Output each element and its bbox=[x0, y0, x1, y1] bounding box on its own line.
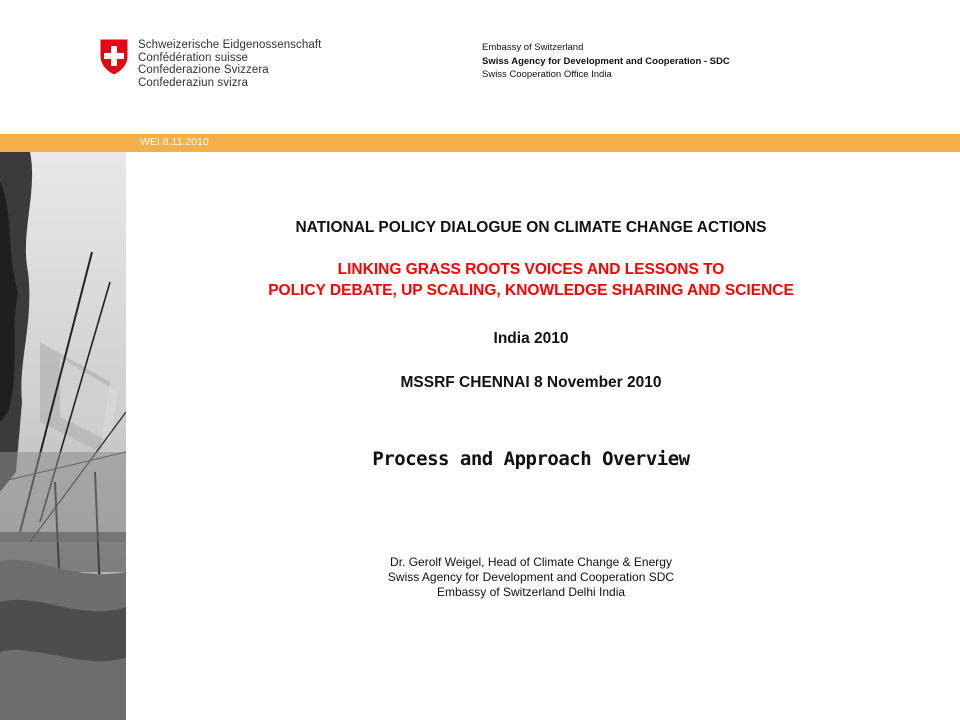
agency-line: Swiss Agency for Development and Cooperation - SDC bbox=[482, 55, 730, 67]
subtitle-line-1: LINKING GRASS ROOTS VOICES AND LESSONS TO bbox=[337, 261, 725, 278]
country-year: India 2010 bbox=[493, 330, 569, 347]
swiss-confederation-logo bbox=[98, 38, 321, 89]
presenter-agency: Swiss Agency for Development and Cooperation SDC bbox=[387, 570, 675, 584]
logo-line-romansh: Confederaziun svizra bbox=[138, 76, 249, 89]
subtitle-line-2: POLICY DEBATE, UP SCALING, KNOWLEDGE SHARING AND SCIENCE bbox=[268, 282, 794, 299]
logo-line-german: Schweizerische Eidgenossenschaft bbox=[138, 39, 322, 51]
logo-line-italian: Confederazione Svizzera bbox=[138, 64, 269, 77]
accent-bar bbox=[0, 134, 960, 152]
office-line: Swiss Cooperation Office India bbox=[482, 69, 612, 80]
embassy-block bbox=[482, 41, 730, 82]
fishing-nets-image bbox=[0, 152, 126, 720]
presenter-block bbox=[126, 555, 936, 600]
presenter-embassy: Embassy of Switzerland Delhi India bbox=[436, 585, 626, 599]
embassy-line: Embassy of Switzerland bbox=[482, 42, 584, 53]
date-label: WEI 8.11.2010 bbox=[140, 136, 209, 148]
topic-heading: Process and Approach Overview bbox=[372, 448, 690, 470]
slide-title: NATIONAL POLICY DIALOGUE ON CLIMATE CHANGE ACTIONS bbox=[295, 219, 767, 236]
logo-line-french: Confédération suisse bbox=[138, 51, 249, 64]
venue-date: MSSRF CHENNAI 8 November 2010 bbox=[400, 374, 662, 391]
presenter-name: Dr. Gerolf Weigel, Head of Climate Change & Energy bbox=[390, 555, 672, 569]
fishing-nets-photo bbox=[0, 152, 126, 720]
header bbox=[0, 0, 960, 134]
slide-content bbox=[126, 152, 960, 720]
confederation-names bbox=[138, 39, 321, 89]
swiss-cross-shield-icon bbox=[98, 38, 130, 76]
